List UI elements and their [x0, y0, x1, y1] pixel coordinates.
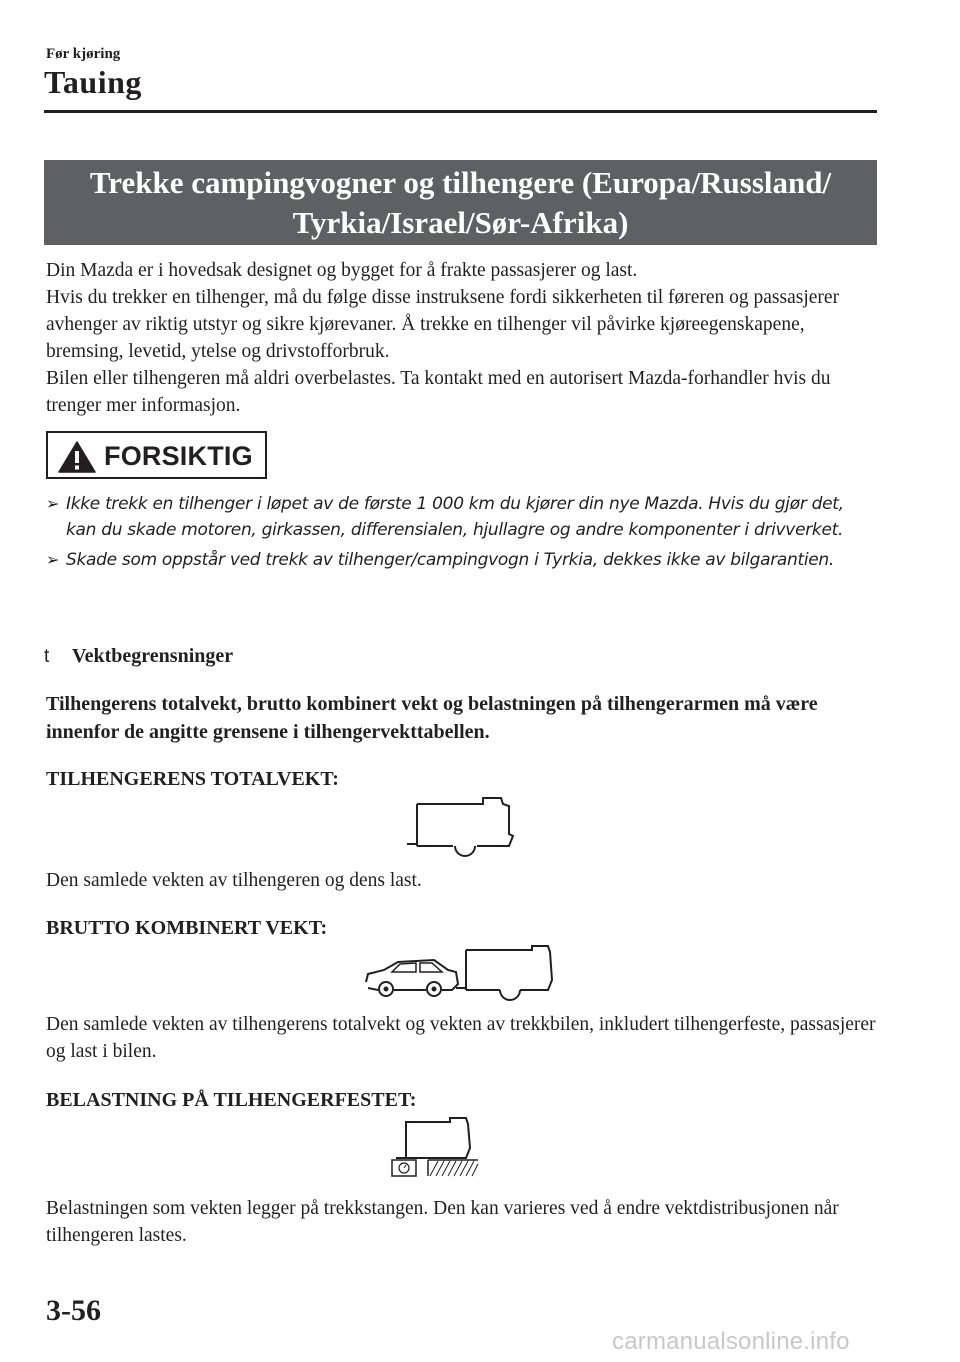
definition-label: BRUTTO KOMBINERT VEKT: — [46, 917, 328, 939]
subsection-bullet: t — [44, 646, 50, 667]
arrow-bullet-icon: ➢ — [46, 550, 60, 569]
definition-text: Den samlede vekten av tilhengeren og dens last. — [46, 870, 422, 891]
watermark: carmanualsonline.info — [612, 1328, 850, 1355]
intro-paragraph: Bilen eller tilhengeren må aldri overbelastes. Ta kontakt med en autorisert Mazda-forhandler hvis du trenger mer informasjon. — [46, 368, 831, 416]
trailer-icon — [405, 794, 517, 860]
caution-item-text: Ikke trekk en tilhenger i løpet av de første 1 000 km du kjører din nye Mazda. Hvis du gjør det, kan du skade motoren, girkassen, differensialen, hjullagre og andre komponenter i drivverket. — [66, 494, 844, 540]
caution-list — [46, 491, 876, 577]
caution-item — [46, 491, 876, 543]
banner-title-line-2: Tyrkia/Israel/Sør-Afrika) — [292, 205, 629, 240]
caution-item — [46, 547, 876, 573]
arrow-bullet-icon: ➢ — [46, 494, 60, 513]
caution-box — [46, 431, 267, 479]
page-title: Tauing — [44, 64, 142, 100]
warning-icon — [58, 441, 96, 473]
intro-paragraph: Hvis du trekker en tilhenger, må du følge disse instruksene fordi sikkerheten til føreren og passasjerer avhenger av riktig utstyr og sikre kjørevaner. Å trekke en tilhenger vil påvirke kjøreegenskapene, bremsing, levetid, ytelse og drivstofforbruk. — [46, 287, 840, 362]
banner-title-line-1: Trekke campingvogner og tilhengere (Europa/Russland/ — [89, 165, 832, 200]
definition-text: Belastningen som vekten legger på trekkstangen. Den kan varieres ved å endre vektdistribusjonen når tilhengeren lastes. — [46, 1198, 839, 1246]
caution-item-text: Skade som oppstår ved trekk av tilhenger/campingvogn i Tyrkia, dekkes ikke av bilgarantien. — [66, 550, 835, 570]
weight-limits-intro: Tilhengerens totalvekt, brutto kombinert vekt og belastningen på tilhengerarmen må være innenfor de angitte grensene i tilhengervekttabellen. — [46, 693, 818, 743]
definition-text: Den samlede vekten av tilhengerens totalvekt og vekten av trekkbilen, inkludert tilhengerfeste, passasjerer og last i bilen. — [46, 1014, 876, 1062]
subsection-heading: Vektbegrensninger — [72, 645, 234, 667]
section-label: Før kjøring — [46, 46, 121, 62]
caution-label: FORSIKTIG — [104, 441, 253, 471]
title-divider — [44, 110, 877, 113]
section-banner — [44, 160, 877, 245]
definition-label: BELASTNING PÅ TILHENGERFESTET: — [46, 1089, 417, 1111]
car-with-trailer-icon — [362, 942, 558, 1004]
intro-paragraph: Din Mazda er i hovedsak designet og bygget for å frakte passasjerer og last. — [46, 260, 638, 281]
definition-label: TILHENGERENS TOTALVEKT: — [46, 768, 339, 790]
tongue-load-scale-icon — [388, 1114, 484, 1186]
page-number: 3-56 — [46, 1294, 101, 1327]
intro-text — [46, 257, 881, 419]
